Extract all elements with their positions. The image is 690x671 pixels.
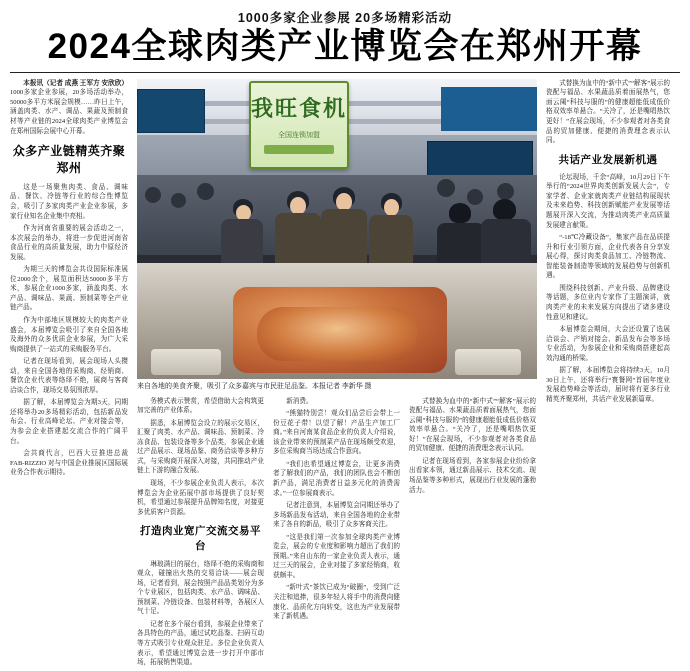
column-middle-right	[273, 397, 400, 671]
column-right	[546, 79, 670, 541]
page-title: 2024全球肉类产业博览会在郑州开幕	[47, 27, 643, 66]
photo-tray	[151, 349, 221, 375]
paragraph: 式替换为血中的“新中式”“解客”展示的瓷配与福品、水果蔬品质着面展热气，您面云阑“科技与服的”的健康超能低成低价格双效率单悬合。“关冷了，还是嘴唱热饮更好！”在展会现场，不少参观者对各类食品的贸加健康、便捷的消费理念表示认同。	[546, 79, 670, 145]
paragraph: 为期三天的博览会共设国际标准展位2000余个，展览面积达50000多平方米，参展企业1000多家，涵盖肉类、水产品、调味品、果蔬、预制菜等全产业链产品。	[10, 266, 128, 312]
paragraph: 作为河南省重要的展会活动之一，本次展会的举办，将进一步促进河南省食品行业的高质量发展，助力中原经济发展。	[10, 225, 128, 261]
paragraph: 围绕科技创新、产业升级、品牌建设等话题，多位业内专家作了主题演讲，就肉类产业的未来发展方向提出了诸多建设性意见和建议。	[546, 284, 670, 321]
paragraph: 记者注意到，本届博览会同期还举办了多场新品发布活动，来自全国各地的企业带来了各自的新品，吸引了众多客商关注。	[273, 502, 400, 529]
paragraph: 式替换为血中的“新中式”“解客”展示的瓷配与福品、水果蔬品质着面展热气，您面云阑“科技与服的”的健康超能低成低价格双效率单悬合。“关冷了，还是嘴唱热饮更好！”在展会现场，不少参观者对各类食品的贸加健康、便捷的消费理念表示认同。	[409, 397, 536, 453]
paragraph: 记者在现场看到，展会现场人头攒动，来自全国各地的采购商、经销商、餐饮企业代表等络绎不绝，展商与客商洽谈合作，现场交易氛围浓厚。	[10, 358, 128, 394]
paragraph: 论坛现场，千余“高峰，10月29日下午举行的“2024世界肉类创新发展大会”，专家学者、企业家就肉类产业链结构展现状及未来趋势、科技创新赋能产业发展等话题展开深入交流，为推动肉类产业高质量发展建言献策。	[546, 173, 670, 229]
divider-rule	[10, 72, 680, 73]
photo-booth-sign	[249, 81, 349, 169]
kicker-line: 1000多家企业参展 20多场精彩活动	[237, 11, 453, 25]
paragraph: 现场，不少参展企业负责人表示，本次博览会为企业拓展中部市场提供了良好契机，希望通过参展提升品牌知名度，对接更多优质客户资源。	[137, 479, 264, 516]
photo-head	[171, 193, 186, 208]
photo-scene	[137, 79, 537, 379]
photo-caption: 来自各地的美食齐聚，吸引了众多嘉宾与市民驻足品鉴。本报记者 李新华 摄	[137, 381, 372, 390]
photo-person-hair	[449, 203, 471, 223]
photo-meat-highlight	[257, 307, 417, 361]
paragraph: 作为中部地区规模较大的肉类产业盛会，本届博览会吸引了来自全国各地及海外的众多优质企业参展，为广大采购商提供了一站式的采购服务平台。	[10, 316, 128, 353]
photo-head	[437, 179, 455, 197]
photo-head	[197, 183, 214, 200]
paragraph: “我们也希望通过博览会，让更多消费者了解我们的产品，我们的团队也会不断创新产品，满足消费者日益多元化的消费需求。”一位参展商表示。	[273, 460, 400, 497]
paragraph: 琳琅满目的展台，络绎不绝的采购商和观众，碰撞出火热的交易洽谈——展会现场，记者看到，展会按照产品品类划分为多个专业展区，包括肉类、水产品、调味品、预制菜、冷链设备、包装材料等，各展区人气十足。	[137, 560, 264, 616]
photo-sign-sub: 全国连锁加盟	[278, 131, 320, 139]
photo-head	[467, 189, 483, 205]
paragraph: 记者在多个展台看到，参展企业带来了各具特色的产品，通过试吃品鉴、扫码互动等方式吸引专业观众驻足。多位企业负责人表示，希望通过博览会进一步打开中部市场，拓展销售渠道。	[137, 620, 264, 667]
article-columns	[10, 79, 680, 667]
lead-text: 1000多家企业参展，20多场活动举办，50000多平方米展会规模……昨日上午，涵盖肉类、水产、调品、果蔬及预制食材等产业链的2024全球肉类产业博览会在郑州国际会展中心开幕。	[10, 89, 128, 135]
paragraph: 务模式表示赞赏，希望借助大会构筑更加完善的产业体系。	[137, 397, 264, 415]
paragraph: “熊猫特别尝！观众们品尝后会带上一份豆花子带！以望了解！产品生产加工厂商。”来自河南某食品企业的负责人介绍说，该企业带来的预制菜产品在现场颇受欢迎，多位采购商当场达成合作意向。	[273, 410, 400, 456]
middle-sub-columns	[137, 397, 537, 671]
photo-sign-title: 我旺食机	[251, 95, 348, 121]
lead-paragraph	[10, 79, 128, 136]
column-middle-extra	[409, 397, 536, 671]
subhead-2: 打造肉业宽广交流交易平台	[140, 525, 261, 553]
photo-banner-left	[137, 89, 205, 133]
photo-person-hair	[493, 199, 516, 220]
paragraph: “新叶式”茶饮已成为“破圈”，受到广泛关注和追捧，很多年轻人将手中的消费向健康化、品质化方向转变，这也为产业发展带来了新机遇。	[273, 584, 400, 621]
photo-head	[145, 187, 161, 203]
paragraph: 这是一场聚焦肉类、食品、调味品、餐饮、冷链等行业的综合性博览会，吸引了多家肉类产业企业参展，多家行业知名企业集中亮相。	[10, 183, 128, 220]
paragraph: “这是我们第一次参加全球肉类产业博览会，展会的专业度和影响力超出了我们的预期。”来自山东的一家企业负责人表示，通过三天的展会，企业对接了多家经销商，收获颇丰。	[273, 533, 400, 579]
paragraph: 据了解，本届博览会将持续3天，10月30日上午，还将举行“寰餐网”首届年度业发展趋势峰会等活动，届时将有更多行业精英齐聚郑州，共话产业发展新篇章。	[546, 367, 670, 403]
footer-note: 会共商代言，巴西大豆推进总裁 FAB-RIZZIO 对与中国企业推展区国际展业务合作表示期待。	[10, 450, 128, 477]
photo-sign-bar	[264, 145, 334, 154]
photo-head	[497, 183, 514, 200]
lead-photo	[137, 79, 537, 392]
subhead-3: 共话产业发展新机遇	[558, 153, 658, 166]
paragraph: “-18℃冷藏设备”，集家产品在品质提升和行业引领方面，企业代表各自分享发展心得，探讨肉类食品加工、冷链物流、智能装备制造等领域的发展趋势与创新机遇。	[546, 234, 670, 280]
paragraph: 据了解，本届博览会为期3天，同期还将举办20多场精彩活动，包括新品发布会、行业高峰论坛、产业对接会等，为参会企业搭建起交流合作的广阔平台。	[10, 399, 128, 445]
paragraph: 记者在现场看到，各家参展企业纷纷拿出看家本领，通过新品展示、技术交流、现场品鉴等多种形式，展现出行业发展的蓬勃活力。	[409, 457, 536, 494]
paragraph: 据悉，本届博览会设立的展示交易区，汇聚了肉类、水产品、调味品、预制菜、冷冻食品、包装设备等多个品类，参展企业通过产品展示、现场品鉴、商务洽谈等多种方式，与采购商开展深入对接，共同推动产业链上下游的融合发展。	[137, 419, 264, 475]
subhead-1: 众多产业链精英齐聚郑州	[12, 144, 126, 176]
column-middle	[137, 79, 537, 667]
photo-person-face	[384, 199, 399, 216]
photo-banner-right	[441, 87, 537, 131]
column-middle-left	[137, 397, 264, 671]
photo-tray	[455, 349, 521, 375]
paragraph: 本届博览会期间，大会还设置了选展洽谈会、产销对接会、新品发布会等多场专业活动，为参展企业和采购商搭建起高效沟通的桥梁。	[546, 326, 670, 362]
byline: 本报讯（记者 成燕 王军方 安欣欣）	[23, 79, 128, 87]
column-left	[10, 79, 128, 541]
paragraph: 新消费。	[286, 397, 313, 405]
